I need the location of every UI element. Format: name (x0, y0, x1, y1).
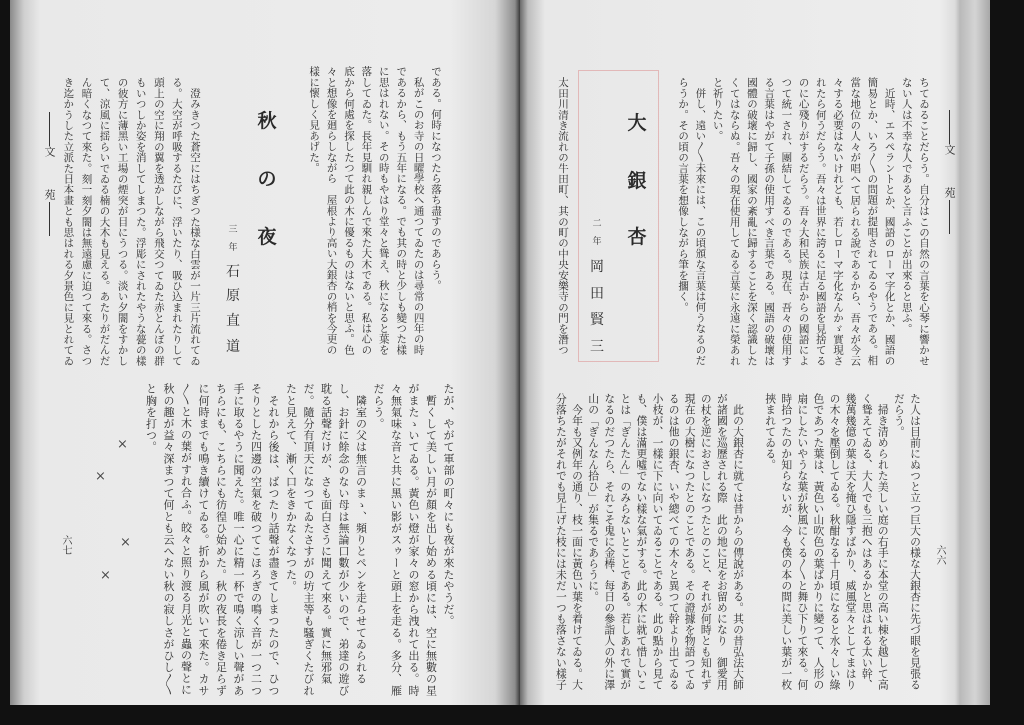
text-column: のに心殘りがするだらう。吾々大和民族は古からの國語によ (797, 77, 810, 366)
text-column: であるから、もう五年になる。でも其の時と少しも變つた樣 (395, 66, 408, 355)
section-break-mark: × (100, 568, 111, 583)
right-bottom-text (552, 393, 923, 693)
text-column: 色であつた葉は、黃色い山吹色の葉ばかりに變つて、人形の (812, 393, 826, 690)
text-column: 併し、遠い〳〵未來には、この頃頒な言葉は何うなるのだ (694, 77, 707, 366)
text-column: る。大空が呼吸するたびに、浮いたり、吸ひ込まれたりして (170, 77, 183, 366)
story-title-char: の (257, 168, 277, 190)
text-column: 山の「ぎんなん拾ひ」が集るであらうに。 (587, 393, 601, 602)
story-opening-line (554, 77, 571, 369)
text-column: たと見えて、漸く口をきかなくなつた。 (284, 383, 298, 592)
right-top-text (674, 77, 932, 369)
text-column: だ。隨分有頂天になつてゐたさすがの坊主等も騷ぎくたびれ (302, 383, 315, 697)
text-column: 落してゐた。長年見馴れ親しんで來た大木である。私は心の (360, 66, 373, 355)
text-column: て、涼風に揺らいでゐる楠の大木も見える。あたりがだんだ (98, 77, 111, 366)
text-column: た人は目前にぬつと立つ巨大の様な大銀杏に先づ眼を見張る (909, 393, 922, 690)
text-column: と祈りたい。 (711, 77, 724, 142)
text-column: し、お針に餘念のない母は無論口數が少いので、弟達の遊び (337, 383, 350, 697)
text-column: 手に取るやうに聞えた。唯一心に精一杯で鳴く涼しい聲があ (232, 383, 245, 697)
text-column: 幾萬幾億の葉は天を掩ひ隱すばかり、威風堂々としてまはり (844, 393, 858, 690)
text-column (746, 393, 762, 693)
text-column: 今年も又例年の通り、枝一面に黃色い葉を着けてゐる。大 (571, 393, 585, 690)
text-column: もいつしか姿を消してしまつた。浮彫にされたやうな甍の樣 (134, 77, 147, 366)
text-column: らうか。その頃の言葉を想像しながら筆を擱く。 (677, 77, 690, 313)
story-title-char: 夜 (257, 226, 277, 248)
text-column: 私がこのお寺の日曜學校へ通つてゐたのは尋常の四年の時 (412, 66, 425, 355)
text-column: 小枝が、一樣に下に向いてゐることである。此の點から見て (651, 393, 665, 690)
author-name-char: 田 (590, 286, 604, 302)
header-rule (49, 112, 50, 146)
text-column: ちてゐることだらう。自分はこの自然の言葉を心琴に響かせ (918, 77, 930, 366)
text-column: 々する必要はないけれども、若しローマ字化なんかゞ實現さ (831, 77, 844, 366)
text-column: が諸國を巡歷される際 此の地に足をお留めになり 御愛用 (715, 393, 729, 690)
text-column: 現在の大樹になつたとのことである。その證據を物語つてゐ (683, 393, 697, 690)
story-title-char: 大 (627, 112, 647, 134)
author-name-char: 道 (226, 339, 240, 355)
text-column: と胸を打つ。 (144, 383, 158, 453)
text-column: そりとした四邊の空氣を破つてこほろぎの鳴く音が一つ二つ (249, 383, 263, 697)
text-column: 太田川清き流れの牛田町、其の町の中央安樂寺の門を潛つ (557, 77, 569, 356)
text-column: 樣に懷しく見あげた。 (308, 66, 321, 173)
text-column: れたら何うだらう。吾々は世界に誇るに足る國語を見捨てる (814, 77, 827, 366)
text-column: 澄みきつた蒼空にはちぎつた様な白雲が一片三片流れてゐ (189, 77, 201, 366)
text-column: 耽る話聲だけが、さも面白さうに聞えて來る。實に無邪氣 (319, 383, 333, 685)
header-rule (49, 202, 50, 236)
text-column: 〳〵と木の葉がすれ合ふ。皎々と照り渡る月光と蟲の聲とに (179, 383, 193, 696)
text-column: 秋の趣が益々深まつて何とも云へない秋の寂しさがひし〳〵 (162, 383, 175, 696)
header-char: 苑 (943, 187, 956, 200)
text-column: る言葉はやがて子孫の使用すべき言葉である。國語の破壞は (763, 77, 776, 366)
section-break-mark: × (95, 469, 106, 484)
running-header-left (41, 112, 57, 236)
text-column: 々と想像を廻らしながら 屋根より高い大銀杏の梢を今更の (325, 66, 338, 355)
story-title-char: 銀 (627, 170, 647, 192)
text-column: なるのだつたら、それこそ鬼に金棒、每日の參詣人の外に澤 (603, 393, 617, 690)
text-column: ん暗くなつて來た。刻一刻夕闇は無遠慮に迫つて來る。さつ (80, 77, 93, 366)
text-column: き迄かうした立派た日本畫とも思はれる夕景色に見とれてゐ (62, 77, 75, 366)
story-title-char: 秋 (257, 110, 277, 132)
text-column: だらう。 (892, 393, 906, 437)
text-column: 々無氣味な音と共に黑い影がスゥーと頭上を走る。多分、雁 (389, 383, 403, 697)
text-column: たが、やがて軍部の町々にも夜が來たやうだ。 (442, 383, 455, 627)
author-name-char: 岡 (590, 259, 604, 275)
text-column: 挾まれてゐる。 (764, 393, 778, 470)
text-column: の木々を壓倒してゐる。秋酣なる十月頃になると水々しい綠 (828, 393, 842, 690)
author-name-char: 石 (226, 264, 240, 280)
text-column: 扇にしたいやうな葉が秋風にくる〳〵と舞ひ下りて來る。何 (796, 393, 810, 690)
author-name-char: 三 (590, 339, 604, 355)
text-column: がまたゝいてゐる。黃色い燈が家々の窓から洩れて出る。時 (407, 383, 420, 697)
text-column: 當な地位の人々が唱へて居られる說であるから、吾々が今云 (849, 77, 862, 366)
author-name-char: 賢 (590, 312, 604, 328)
text-column: 國體の破壞に歸し、國家の紊亂に歸することを深く認識した (745, 77, 758, 366)
left-bottom-text (141, 383, 457, 699)
page-number-right: 六六 (934, 545, 945, 565)
author-grade: 年 (592, 237, 602, 247)
text-column: 時拾つたのか知らないが、今も僕の本の間に美しい葉が一枚 (780, 393, 794, 690)
text-column: るのは他の銀杏、いや總べての木々と異つて幹より出てゐる (667, 393, 681, 690)
text-column: ない人は不幸な人であると言ふことが出來ると思ふ。 (900, 77, 913, 334)
text-column: 暫くして美しい月が顏を出し始める頃には、空に無數の星 (424, 383, 438, 697)
text-column: つて統一され、團結してゐるのである。現在、吾々の使用す (780, 77, 793, 366)
section-break-mark: × (120, 535, 131, 550)
header-char: 文 (43, 146, 56, 159)
page-number-left: 六七 (60, 535, 71, 555)
text-column: 隣室の父は無言のまゝ、頻りとペンを走らせてゐられる (354, 383, 368, 685)
text-column: の彼方に薄黑い工場の煙突が目にうつる。淡い夕闇をすかし (116, 77, 129, 366)
section-break-mark: × (117, 437, 128, 452)
text-column: ちらにも、こちらにも彷徨ひ始めた。秋の夜長を倦き足らず (214, 383, 228, 697)
text-column: それから後は、ばつたり話聲が盡きてしまつたので、ひつ (267, 383, 280, 697)
text-column: とは「ぎんたん」のみらないとことである。若しあれで實が (619, 393, 633, 690)
left-story-text (59, 77, 204, 369)
text-column: く聳えてゐる、大人でも三抱へはあるかと思はれる太い幹、 (860, 393, 874, 690)
story-title-char: 杏 (627, 226, 647, 248)
running-header-right (941, 110, 957, 234)
text-column: も、僕は滿更噓でない樣な氣がする。此の木に就て惜しいこ (635, 393, 649, 690)
header-rule (949, 110, 950, 144)
author-grade: 二 (592, 219, 602, 229)
text-column: である。何時になつたら落ち盡すのであらう。 (430, 66, 442, 291)
text-column: くてはならぬ。吾々の現在使用してゐる言葉に永遠に榮あれ (728, 77, 741, 366)
left-top-text (304, 66, 444, 358)
author-name-char: 原 (226, 288, 240, 304)
text-column: 分落ちたがそれでも見上げた枝には未だ一つも落さない樣子 (554, 393, 568, 690)
text-column: だらう。 (372, 383, 385, 430)
header-char: 文 (943, 144, 956, 157)
text-column: に何時までも鳴き續けてゐる。折から風が吹いて來た。カサ (197, 383, 210, 697)
author-name-char: 直 (226, 313, 240, 329)
text-column: 掃き清められた美しい庭の右手に本堂の高い棟を越して高 (876, 393, 890, 690)
text-column: に思はれない。その時もやはり堂々と聳え、秋になると葉を (377, 66, 390, 355)
text-column: 此の大銀杏に就ては昔からの傳說がある。其の昔弘法大師 (731, 393, 745, 690)
author-grade: 年 (228, 243, 238, 253)
header-rule (949, 200, 950, 234)
author-grade: 三 (228, 225, 238, 235)
text-column: の杖を逆におさしになつたとのこと、それが何時とも知れず (699, 393, 713, 690)
text-column: 簡易とか、いろ〳〵の問題が提唱されてゐるやうである。相 (866, 77, 879, 366)
text-column: 底から何處を探したつて此の木に優るものはないと思ふ。色 (342, 66, 355, 355)
text-column: 頭上の空に翔の翼を透かしながら飛交つてゐた赤とんぼの群 (152, 77, 165, 366)
text-column: 近時、エスペラントとか、國語のローマ字化とか、國語の (883, 77, 896, 366)
header-char: 苑 (43, 189, 56, 202)
